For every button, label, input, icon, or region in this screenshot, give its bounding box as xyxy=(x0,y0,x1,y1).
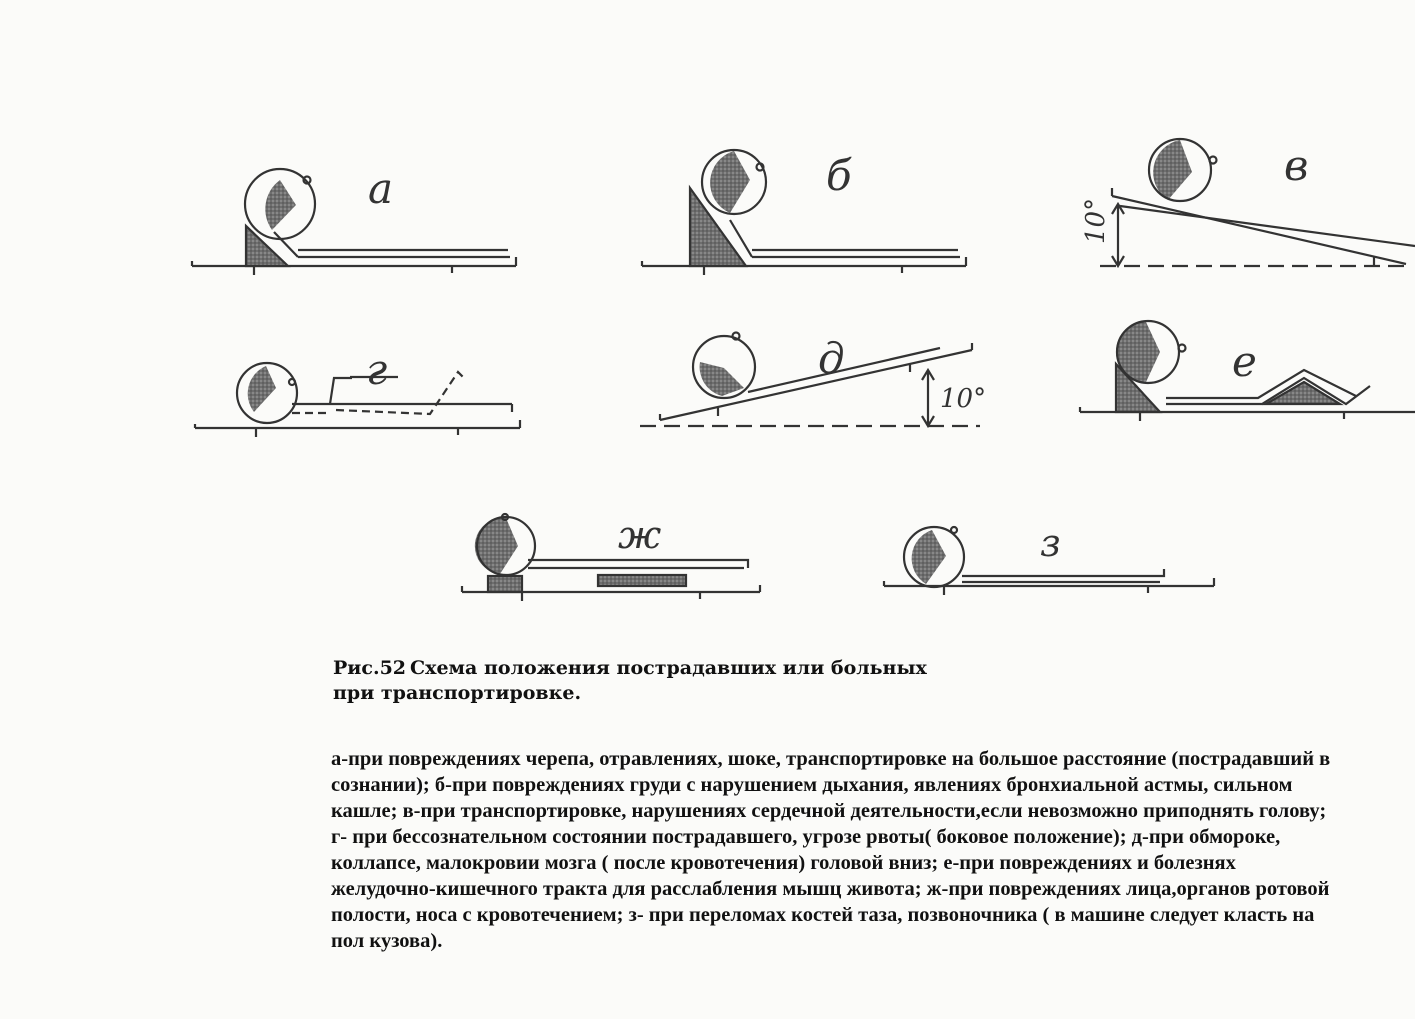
body-zh xyxy=(528,560,748,568)
backrest-a xyxy=(246,226,288,266)
ear-d xyxy=(733,333,740,340)
head-shading-z xyxy=(912,530,946,584)
ear-g xyxy=(289,379,295,385)
figure-caption xyxy=(333,656,1033,706)
caption-title: Схема положения пострадавших или больных xyxy=(410,657,927,679)
panel-letter-a: а xyxy=(368,164,394,213)
ear-z xyxy=(951,527,957,533)
panel-letter-b: б xyxy=(826,151,852,200)
angle-arrow-d xyxy=(922,370,934,426)
panel-letter-d: д xyxy=(818,334,845,383)
head-shading-zh xyxy=(475,518,518,574)
panel-e xyxy=(1080,321,1415,421)
body-g xyxy=(292,377,512,412)
panel-z xyxy=(884,521,1214,595)
body-v xyxy=(1120,206,1415,246)
panel-letter-v: в xyxy=(1284,141,1309,190)
ear-b xyxy=(757,164,764,171)
stretcher-a xyxy=(192,257,516,275)
caption-line-2: при транспортировке. xyxy=(333,682,582,704)
stretcher-g xyxy=(195,420,520,437)
head-shading-g xyxy=(248,366,276,412)
head-pad-zh xyxy=(488,576,522,592)
figure-number: Рис.52 xyxy=(333,657,407,679)
description-text: а-при повреждениях черепа, отравлениях, шоке, транспортировке на большое расстояние (пострадавший в сознании); б-при повреждениях груди с нарушением дыхания, явлениях бронхиальной астмы, сильном кашле; в-при транспортировке, нарушениях сердечной деятельности,если невозможно приподнять голову; г- при бессознательном состоянии пострадавшего, угрозе рвоты( боковое положение); д-при обмороке, коллапсе, малокровии мозга ( после кровотечения) головой вниз; е-при повреждениях и болезнях желудочно-кишечного тракта для расслабления мышц живота; ж-при повреждениях лица,органов ротовой полости, носа с кровотечением; з- при переломах костей таза, позвоночника ( в машине следует класть на пол кузова). xyxy=(331,748,1331,952)
figure-description xyxy=(331,746,1331,954)
ear-a xyxy=(304,177,311,184)
body-z xyxy=(962,569,1164,582)
panel-letter-e: е xyxy=(1232,337,1257,386)
panel-a xyxy=(192,164,516,275)
roll-zh xyxy=(598,575,686,586)
head-shading-d xyxy=(700,362,744,396)
panel-zh xyxy=(462,513,760,601)
angle-arrow-v xyxy=(1112,204,1124,266)
head-shading-a xyxy=(265,180,296,230)
body-b xyxy=(730,220,960,257)
body-e xyxy=(1166,370,1370,404)
ear-v xyxy=(1210,157,1217,164)
panel-v xyxy=(1081,139,1415,266)
panel-letter-zh: ж xyxy=(618,513,662,557)
stretcher-v xyxy=(1112,188,1406,266)
panel-letter-g: г xyxy=(366,345,388,394)
ear-e xyxy=(1179,345,1186,352)
caption-line-1 xyxy=(333,656,1033,681)
panel-g xyxy=(195,345,520,437)
angle-label-v: 10° xyxy=(1081,197,1111,244)
panel-d xyxy=(640,333,986,427)
panel-letter-z: з xyxy=(1040,521,1061,565)
head-shading-b xyxy=(710,151,750,213)
head-shading-v xyxy=(1153,140,1192,200)
panel-b xyxy=(642,150,966,275)
angle-label-d: 10° xyxy=(940,384,987,414)
body-a xyxy=(274,232,510,257)
